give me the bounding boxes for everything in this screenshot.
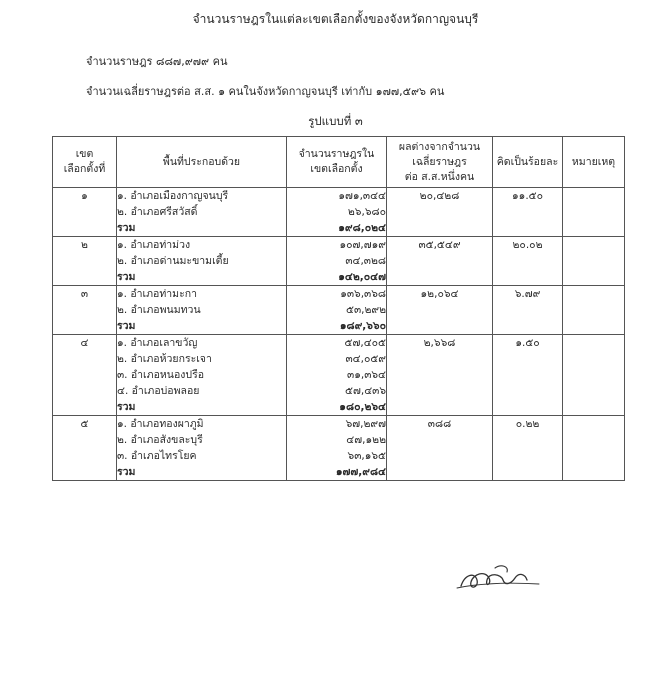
area-population: ๔๗,๑๒๒ xyxy=(346,434,386,446)
district-row xyxy=(53,237,625,286)
area-population: ๖๗,๒๙๗ xyxy=(345,418,386,430)
district-no: ๕ xyxy=(80,418,89,430)
area-population: ๓๑,๓๖๔ xyxy=(347,369,386,381)
percent-value: ๑๑.๕๐ xyxy=(511,190,544,202)
total-population: ๑๔๒,๐๔๗ xyxy=(338,271,386,283)
average-population-line: จำนวนเฉลี่ยราษฎรต่อ ส.ส. ๑ คนในจังหวัดกาญจนบุรี เท่ากับ ๑๗๗,๕๙๖ คน xyxy=(86,85,445,98)
population-cell xyxy=(287,335,387,416)
percent-cell xyxy=(493,416,563,481)
table-body xyxy=(53,188,625,481)
remark-cell xyxy=(563,237,625,286)
percent-value: ๐.๒๒ xyxy=(515,418,540,430)
area-population: ๕๗,๔๐๕ xyxy=(344,337,386,349)
remark-value xyxy=(563,286,624,302)
percent-value: ๒๐.๐๒ xyxy=(512,239,543,251)
population-cell xyxy=(287,416,387,481)
district-population-table xyxy=(52,136,625,481)
area-name: ๒. อำเภอศรีสวัสดิ์ xyxy=(117,206,198,218)
area-name: ๑. อำเภอท่ามะกา xyxy=(117,288,197,300)
population-cell xyxy=(287,188,387,237)
difference-value: ๓๕,๕๔๙ xyxy=(418,239,461,251)
district-no-cell xyxy=(53,237,117,286)
header-population-line1: จำนวนราษฎรใน xyxy=(298,148,375,160)
header-area: พื้นที่ประกอบด้วย xyxy=(117,137,287,188)
total-label: รวม xyxy=(117,320,136,332)
header-population-line2: เขตเลือกตั้ง xyxy=(310,163,363,175)
header-percent: คิดเป็นร้อยละ xyxy=(493,137,563,188)
difference-value: ๓๘๘ xyxy=(427,418,452,430)
remark-value xyxy=(563,188,624,204)
area-name: ๓. อำเภอหนองปรือ xyxy=(117,369,205,381)
total-population: ๑๗๗,๙๘๔ xyxy=(335,466,386,478)
percent-cell xyxy=(493,286,563,335)
difference-cell xyxy=(387,237,493,286)
format-subtitle: รูปแบบที่ ๓ xyxy=(308,114,363,128)
district-row xyxy=(53,416,625,481)
total-label: รวม xyxy=(117,222,136,234)
difference-value: ๑๒,๐๖๔ xyxy=(420,288,459,300)
area-cell xyxy=(117,237,287,286)
area-population: ๖๓,๑๖๕ xyxy=(347,450,386,462)
district-no: ๑ xyxy=(81,190,88,202)
area-cell xyxy=(117,188,287,237)
total-population: ๑๘๐,๒๖๔ xyxy=(339,401,386,413)
district-no-cell xyxy=(53,286,117,335)
district-no-cell xyxy=(53,188,117,237)
difference-value: ๒๐,๔๒๘ xyxy=(419,190,460,202)
remark-value xyxy=(563,237,624,253)
remark-value xyxy=(563,335,624,351)
area-cell xyxy=(117,286,287,335)
difference-value: ๒,๖๖๘ xyxy=(423,337,456,349)
remark-value xyxy=(563,416,624,432)
header-difference-line3: ต่อ ส.ส.หนึ่งคน xyxy=(404,170,475,183)
area-name: ๒. อำเภอสังขละบุรี xyxy=(117,434,203,446)
population-cell xyxy=(287,286,387,335)
difference-cell xyxy=(387,416,493,481)
total-population: ๑๙๘,๐๒๔ xyxy=(338,222,386,234)
percent-cell xyxy=(493,335,563,416)
area-population: ๑๗๑,๓๔๔ xyxy=(338,190,386,202)
total-population: ๑๘๙,๖๖๐ xyxy=(339,320,386,332)
area-population: ๑๐๗,๗๑๙ xyxy=(339,239,386,251)
district-row xyxy=(53,335,625,416)
difference-cell xyxy=(387,335,493,416)
area-name: ๔. อำเภอบ่อพลอย xyxy=(117,385,200,397)
area-population: ๓๔,๐๕๙ xyxy=(345,353,386,365)
difference-cell xyxy=(387,286,493,335)
area-name: ๒. อำเภอด่านมะขามเตี้ย xyxy=(117,255,229,267)
district-no-cell xyxy=(53,416,117,481)
header-difference-line2: เฉลี่ยราษฎร xyxy=(412,155,467,168)
table-header-row xyxy=(53,137,625,188)
area-cell xyxy=(117,335,287,416)
area-name: ๒. อำเภอพนมทวน xyxy=(117,304,201,316)
population-cell xyxy=(287,237,387,286)
signature xyxy=(455,560,545,600)
total-label: รวม xyxy=(117,466,136,478)
percent-value: ๖.๗๙ xyxy=(514,288,541,300)
area-population: ๕๓,๒๙๒ xyxy=(346,304,386,316)
difference-cell xyxy=(387,188,493,237)
area-name: ๒. อำเภอห้วยกระเจา xyxy=(117,353,212,365)
area-name: ๑. อำเภอท่าม่วง xyxy=(117,239,191,251)
district-no: ๒ xyxy=(81,239,88,251)
area-population: ๑๓๖,๓๖๘ xyxy=(340,288,386,300)
area-cell xyxy=(117,416,287,481)
header-difference-line1: ผลต่างจากจำนวน xyxy=(398,140,481,153)
district-no: ๔ xyxy=(80,337,89,349)
header-district-no-line2: เลือกตั้งที่ xyxy=(63,163,106,175)
district-row xyxy=(53,286,625,335)
district-row xyxy=(53,188,625,237)
remark-cell xyxy=(563,286,625,335)
total-label: รวม xyxy=(117,271,136,283)
percent-cell xyxy=(493,237,563,286)
district-no-cell xyxy=(53,335,117,416)
percent-value: ๑.๕๐ xyxy=(515,337,540,349)
area-population: ๕๗,๔๓๖ xyxy=(345,385,386,397)
header-population xyxy=(287,137,387,188)
area-name: ๑. อำเภอเลาขวัญ xyxy=(117,337,198,349)
area-name: ๓. อำเภอไทรโยค xyxy=(117,450,197,462)
area-name: ๑. อำเภอทองผาภูมิ xyxy=(117,418,204,430)
total-label: รวม xyxy=(117,401,136,413)
district-no: ๓ xyxy=(80,288,89,300)
header-difference xyxy=(387,137,493,188)
population-total-line: จำนวนราษฎร ๘๘๗,๙๗๙ คน xyxy=(86,55,228,68)
remark-cell xyxy=(563,416,625,481)
header-district-no xyxy=(53,137,117,188)
area-name: ๑. อำเภอเมืองกาญจนบุรี xyxy=(117,190,229,202)
area-population: ๒๖,๖๘๐ xyxy=(347,206,386,218)
document-title: จำนวนราษฎรในแต่ละเขตเลือกตั้งของจังหวัดกาญจนบุรี xyxy=(192,12,479,26)
area-population: ๓๔,๓๒๘ xyxy=(345,255,386,267)
header-district-no-line1: เขต xyxy=(75,148,94,160)
percent-cell xyxy=(493,188,563,237)
header-remark: หมายเหตุ xyxy=(563,137,625,188)
remark-cell xyxy=(563,188,625,237)
remark-cell xyxy=(563,335,625,416)
